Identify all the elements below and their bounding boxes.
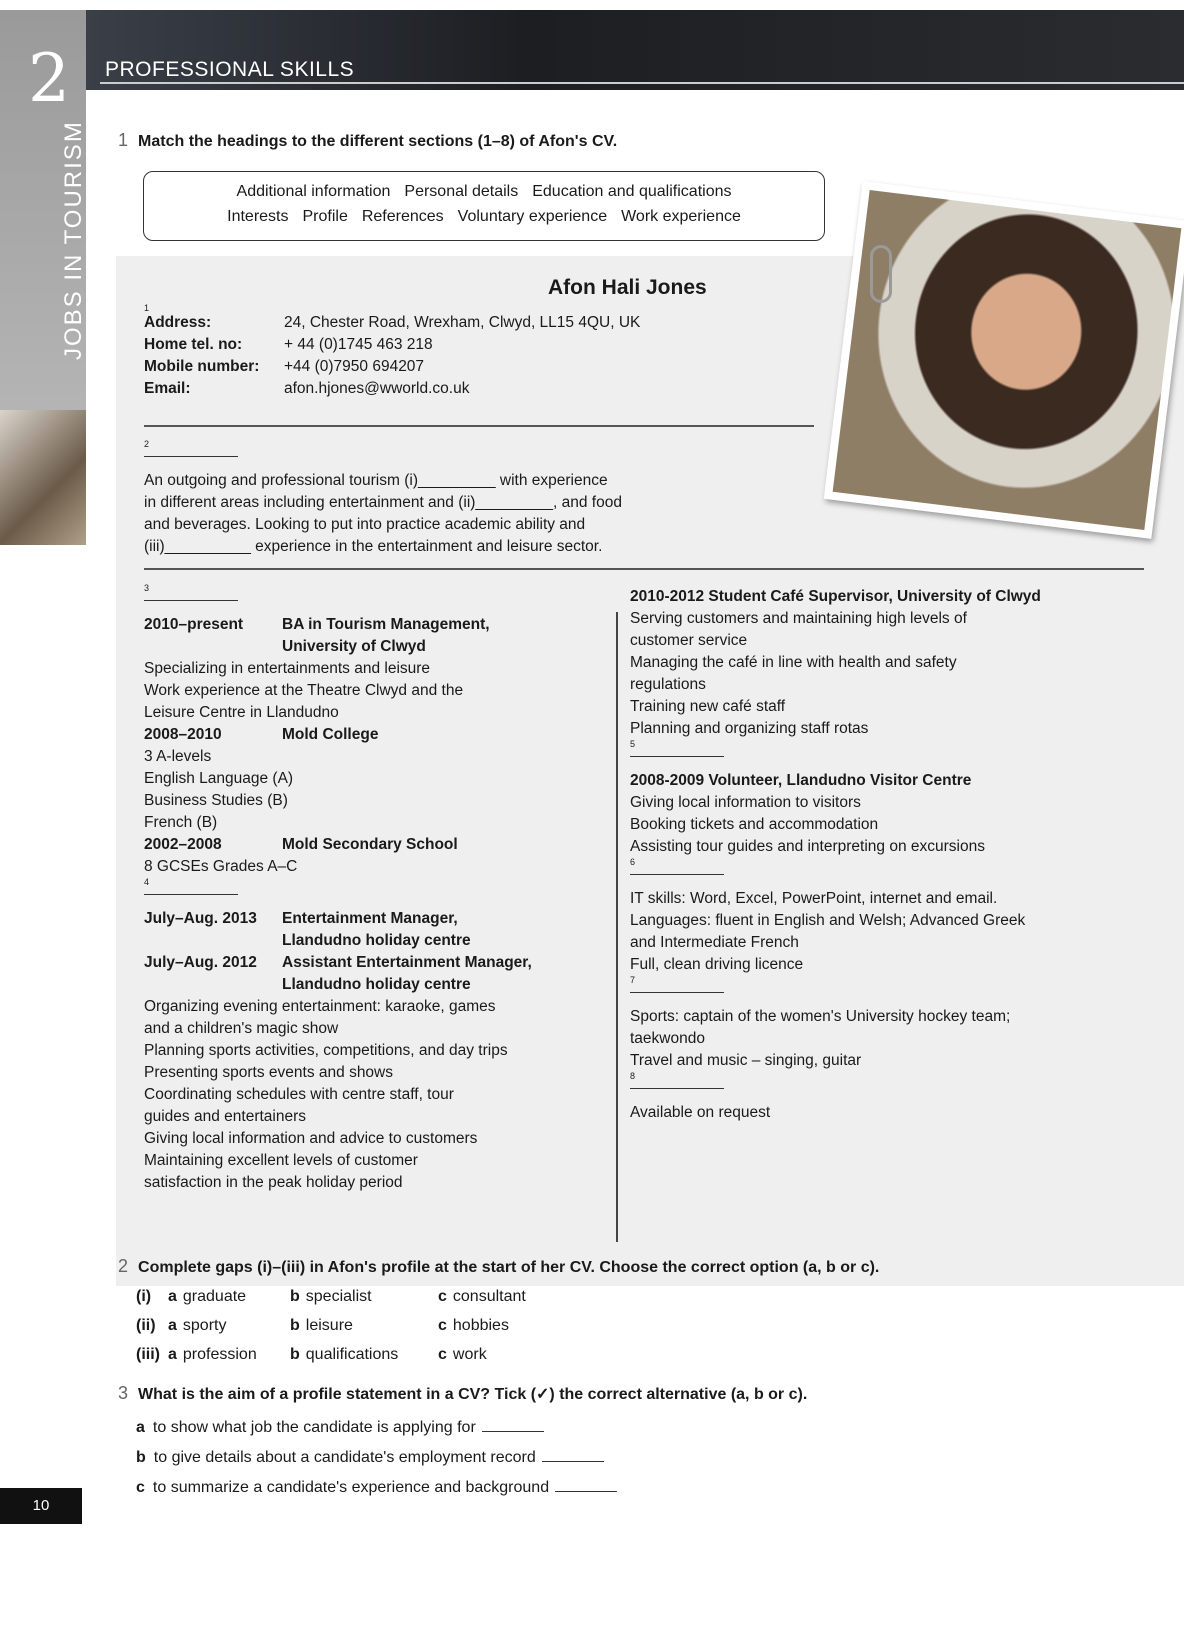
entry-subtitle: Llandudno holiday centre [282, 932, 471, 949]
alternative-b[interactable] [136, 1443, 1178, 1473]
entry-subtitle: Llandudno holiday centre [282, 976, 471, 993]
option-text: specialist [305, 1288, 372, 1305]
cv-line: customer service [630, 632, 748, 649]
gap-label: (i) [136, 1288, 152, 1305]
cv-line: English Language (A) [144, 770, 294, 787]
option-letter: a [168, 1288, 177, 1305]
section-number: 8 [630, 1071, 636, 1081]
profile-line: in different areas including entertainment and (ii)_________, and food [144, 494, 622, 511]
tick-blank[interactable] [555, 1491, 617, 1492]
exercise-1-instruction [118, 130, 617, 151]
gap-label: (iii) [136, 1346, 160, 1363]
heading-option: Profile [302, 208, 348, 225]
option-text: leisure [305, 1317, 353, 1334]
option-text: to summarize a candidate's experience and background [152, 1479, 550, 1496]
cv-line: regulations [630, 676, 706, 693]
option-letter: c [136, 1479, 145, 1496]
personal-detail-row [144, 378, 824, 400]
detail-label: Address: [144, 314, 212, 331]
profile-line: (iii)__________ experience in the entertainment and leisure sector. [144, 538, 603, 555]
heading-option: Education and qualifications [532, 183, 732, 200]
section-heading-slot [630, 976, 1175, 1006]
option-row [136, 1282, 1178, 1311]
cv-right-column [630, 586, 1175, 1124]
personal-detail-row [144, 334, 824, 356]
personal-detail-row [144, 356, 824, 378]
personal-detail-row [144, 312, 824, 334]
headings-row [144, 179, 824, 204]
gap-label: (ii) [136, 1317, 156, 1334]
chapter-title: JOBS IN TOURISM [60, 120, 87, 360]
entry-heading: 2010-2012 Student Café Supervisor, University of Clwyd [630, 588, 1041, 605]
page-number: 10 [0, 1488, 82, 1524]
option-b[interactable] [290, 1282, 438, 1311]
cv-line: Serving customers and maintaining high levels of [630, 610, 967, 627]
heading-blank [630, 1083, 724, 1089]
heading-blank [144, 595, 238, 601]
option-b[interactable] [290, 1340, 438, 1369]
cv-line: Managing the café in line with health and safety [630, 654, 957, 671]
cv-line: Travel and music – singing, guitar [630, 1052, 862, 1069]
option-text: consultant [452, 1288, 526, 1305]
option-text: to show what job the candidate is applying for [152, 1419, 476, 1436]
entry-heading: 2008-2009 Volunteer, Llandudno Visitor Centre [630, 772, 972, 789]
cv-section-2-profile [144, 440, 804, 558]
cv-name: Afon Hali Jones [548, 276, 707, 299]
column-divider [616, 612, 618, 1242]
headings-box [143, 171, 825, 241]
section-title: PROFESSIONAL SKILLS [105, 58, 355, 81]
chef-photo [0, 410, 86, 545]
heading-blank [630, 869, 724, 875]
cv-line: Coordinating schedules with centre staff, tour [144, 1086, 454, 1103]
exercise-2 [118, 1252, 1178, 1369]
heading-option: Interests [227, 208, 289, 225]
entry-subtitle: University of Clwyd [282, 638, 426, 655]
instruction-text: What is the aim of a profile statement in a CV? Tick (✓) the correct alternative (a, b or c). [138, 1386, 808, 1403]
chapter-number: 2 [28, 40, 70, 117]
section-number: 3 [144, 583, 150, 593]
cv-line: Assisting tour guides and interpreting on excursions [630, 838, 985, 855]
divider [144, 568, 1144, 570]
cv-line: and Intermediate French [630, 934, 799, 951]
heading-blank [630, 987, 724, 993]
cv-line: Work experience at the Theatre Clwyd and the [144, 682, 464, 699]
alternative-a[interactable] [136, 1413, 1178, 1443]
option-letter: a [168, 1346, 177, 1363]
option-text: work [452, 1346, 487, 1363]
cv-line: Maintaining excellent levels of customer [144, 1152, 418, 1169]
cv-line: Training new café staff [630, 698, 786, 715]
cv-line: Giving local information to visitors [630, 794, 861, 811]
cv-line: Sports: captain of the women's University hockey team; [630, 1008, 1011, 1025]
exercise-3 [118, 1379, 1178, 1503]
section-number: 4 [144, 877, 150, 887]
option-text: qualifications [305, 1346, 399, 1363]
cv-line: Presenting sports events and shows [144, 1064, 393, 1081]
heading-blank [630, 751, 724, 757]
heading-blank [144, 451, 238, 457]
option-text: sporty [182, 1317, 227, 1334]
instruction-text: Complete gaps (i)–(iii) in Afon's profile at the start of her CV. Choose the correct option (a, b or c). [138, 1259, 880, 1276]
option-a[interactable] [168, 1311, 290, 1340]
headings-row [144, 204, 824, 229]
cv-entry-heading [144, 834, 604, 856]
cv-line: and a children's magic show [144, 1020, 339, 1037]
candidate-photo [824, 181, 1184, 539]
cv-line: Booking tickets and accommodation [630, 816, 879, 833]
cv-line: Organizing evening entertainment: karaoke, games [144, 998, 496, 1015]
tick-blank[interactable] [482, 1431, 544, 1432]
cv-line: taekwondo [630, 1030, 705, 1047]
cv-line: satisfaction in the peak holiday period [144, 1174, 403, 1191]
cv-line: Giving local information and advice to customers [144, 1130, 478, 1147]
section-heading-slot [630, 1072, 1175, 1102]
header-divider [100, 82, 1184, 84]
heading-option: Work experience [621, 208, 741, 225]
section-number: 5 [630, 739, 636, 749]
option-text: hobbies [452, 1317, 509, 1334]
option-c[interactable] [438, 1311, 638, 1340]
cv-line: Planning sports activities, competitions, and day trips [144, 1042, 508, 1059]
cv-entry-heading [144, 724, 604, 746]
profile-line: An outgoing and professional tourism (i)_________ with experience [144, 472, 608, 489]
instruction-text: Match the headings to the different sections (1–8) of Afon's CV. [138, 133, 618, 150]
option-letter: b [290, 1317, 300, 1334]
section-heading-slot [630, 858, 1175, 888]
option-letter: b [290, 1288, 300, 1305]
cv-line: French (B) [144, 814, 218, 831]
section-number: 2 [144, 439, 150, 449]
cv-line: guides and entertainers [144, 1108, 307, 1125]
section-heading-slot [144, 584, 604, 614]
option-a[interactable] [168, 1282, 290, 1311]
option-letter: c [438, 1288, 447, 1305]
entry-date: 2002–2008 [144, 836, 222, 853]
option-row [136, 1311, 1178, 1340]
exercise-number: 1 [118, 130, 129, 150]
cv-entry-heading [144, 952, 604, 974]
entry-title: BA in Tourism Management, [282, 616, 490, 633]
cv-line: Leisure Centre in Llandudno [144, 704, 339, 721]
option-row [136, 1340, 1178, 1369]
entry-title: Assistant Entertainment Manager, [282, 954, 532, 971]
alternative-c[interactable] [136, 1473, 1178, 1503]
section-heading-slot [630, 740, 1175, 770]
paperclip-icon [870, 245, 892, 303]
heading-option: References [361, 208, 444, 225]
option-letter: a [168, 1317, 177, 1334]
option-a[interactable] [168, 1340, 290, 1369]
option-c[interactable] [438, 1340, 638, 1369]
detail-value: afon.hjones@wworld.co.uk [284, 380, 470, 397]
option-text: profession [182, 1346, 257, 1363]
option-text: graduate [182, 1288, 247, 1305]
entry-title: Mold College [282, 726, 379, 743]
detail-label: Email: [144, 380, 191, 397]
heading-option: Personal details [404, 183, 519, 200]
cv-line: 3 A-levels [144, 748, 212, 765]
detail-label: Mobile number: [144, 358, 260, 375]
section-heading-slot [144, 878, 604, 908]
cv-line: Specializing in entertainments and leisure [144, 660, 431, 677]
heading-option: Voluntary experience [457, 208, 608, 225]
option-letter: a [136, 1419, 145, 1436]
option-letter: b [290, 1346, 300, 1363]
profile-line: and beverages. Looking to put into practice academic ability and [144, 516, 586, 533]
cv-section-1 [144, 304, 824, 400]
heading-option: Additional information [236, 183, 391, 200]
option-c[interactable] [438, 1282, 638, 1311]
cv-line: IT skills: Word, Excel, PowerPoint, internet and email. [630, 890, 998, 907]
section-number: 6 [630, 857, 636, 867]
exercises [118, 1252, 1178, 1503]
entry-date: 2008–2010 [144, 726, 222, 743]
entry-date: July–Aug. 2012 [144, 954, 257, 971]
cv-line: 8 GCSEs Grades A–C [144, 858, 298, 875]
option-text: to give details about a candidate's employment record [153, 1449, 536, 1466]
option-b[interactable] [290, 1311, 438, 1340]
exercise-number: 3 [118, 1383, 129, 1403]
detail-value: + 44 (0)1745 463 218 [284, 336, 433, 353]
cv-line: Languages: fluent in English and Welsh; Advanced Greek [630, 912, 1026, 929]
detail-value: +44 (0)7950 694207 [284, 358, 425, 375]
option-letter: b [136, 1449, 146, 1466]
entry-title: Mold Secondary School [282, 836, 458, 853]
entry-date: July–Aug. 2013 [144, 910, 257, 927]
entry-date: 2010–present [144, 616, 244, 633]
tick-blank[interactable] [542, 1461, 604, 1462]
heading-blank [144, 889, 238, 895]
cv-entry-heading [144, 614, 604, 636]
cv-line: Planning and organizing staff rotas [630, 720, 869, 737]
section-number: 7 [630, 975, 636, 985]
option-letter: c [438, 1346, 447, 1363]
cv-left-column [144, 584, 604, 1194]
section-number: 1 [144, 303, 150, 313]
cv-entry-heading [144, 908, 604, 930]
divider [144, 425, 814, 427]
detail-label: Home tel. no: [144, 336, 243, 353]
detail-value: 24, Chester Road, Wrexham, Clwyd, LL15 4QU, UK [284, 314, 641, 331]
entry-title: Entertainment Manager, [282, 910, 458, 927]
cv-line: Available on request [630, 1104, 771, 1121]
option-letter: c [438, 1317, 447, 1334]
exercise-number: 2 [118, 1256, 129, 1276]
cv-line: Full, clean driving licence [630, 956, 804, 973]
cv-line: Business Studies (B) [144, 792, 288, 809]
